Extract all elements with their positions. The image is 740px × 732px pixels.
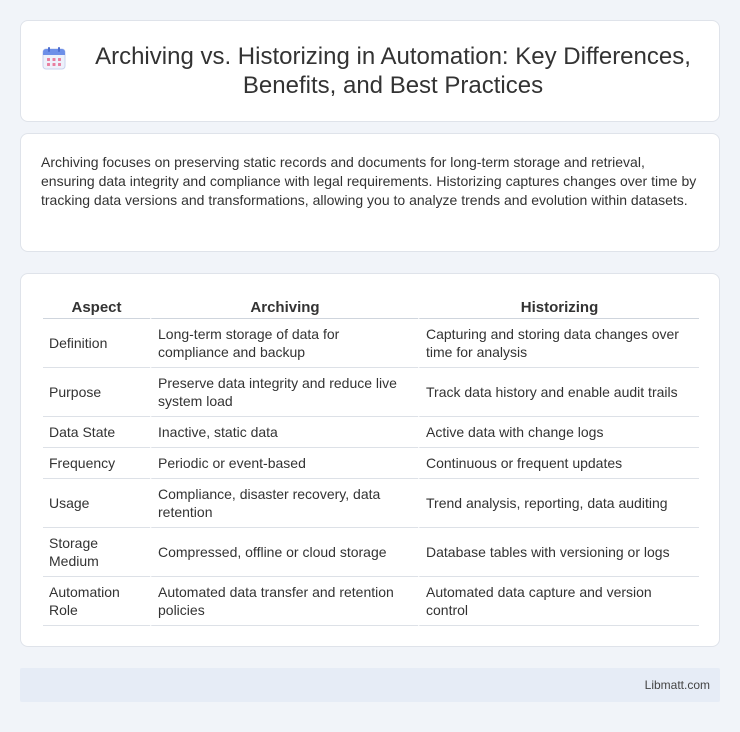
page-title: Archiving vs. Historizing in Automation: Key Differences, Benefits, and Best Practices bbox=[95, 43, 691, 99]
row-archiving: Long-term storage of data for compliance and backup bbox=[150, 319, 418, 368]
table-row bbox=[43, 479, 699, 528]
row-aspect: Purpose bbox=[43, 368, 150, 417]
row-historizing: Continuous or frequent updates bbox=[418, 448, 699, 479]
comparison-card bbox=[20, 273, 720, 647]
row-historizing: Automated data capture and version control bbox=[418, 577, 699, 626]
column-header-aspect: Aspect bbox=[43, 294, 150, 319]
table-row bbox=[43, 319, 699, 368]
row-aspect: Definition bbox=[43, 319, 150, 368]
column-header-archiving: Archiving bbox=[150, 294, 418, 319]
row-historizing: Active data with change logs bbox=[418, 417, 699, 448]
calendar-icon bbox=[41, 45, 67, 71]
header-card bbox=[20, 20, 720, 122]
row-aspect: Usage bbox=[43, 479, 150, 528]
column-header-historizing: Historizing bbox=[418, 294, 699, 319]
intro-card bbox=[20, 133, 720, 252]
footer-bar bbox=[20, 668, 720, 702]
row-aspect: Storage Medium bbox=[43, 528, 150, 577]
comparison-table bbox=[43, 294, 699, 626]
row-archiving: Automated data transfer and retention policies bbox=[150, 577, 418, 626]
row-aspect: Frequency bbox=[43, 448, 150, 479]
table-row bbox=[43, 528, 699, 577]
row-historizing: Database tables with versioning or logs bbox=[418, 528, 699, 577]
footer-site-link[interactable]: Libmatt.com bbox=[644, 678, 710, 692]
intro-paragraph: Archiving focuses on preserving static records and documents for long-term storage and retrieval, ensuring data integrity and compliance with legal requirements. Historizing captures changes over time by tracking data versions and transformations, allowing you to analyze trends and evolution within datasets. bbox=[41, 154, 697, 208]
table-row bbox=[43, 368, 699, 417]
row-archiving: Compressed, offline or cloud storage bbox=[150, 528, 418, 577]
row-archiving: Preserve data integrity and reduce live system load bbox=[150, 368, 418, 417]
row-archiving: Compliance, disaster recovery, data retention bbox=[150, 479, 418, 528]
row-historizing: Track data history and enable audit trails bbox=[418, 368, 699, 417]
row-archiving: Periodic or event-based bbox=[150, 448, 418, 479]
table-row bbox=[43, 577, 699, 626]
row-aspect: Automation Role bbox=[43, 577, 150, 626]
row-aspect: Data State bbox=[43, 417, 150, 448]
table-row bbox=[43, 417, 699, 448]
table-header-row bbox=[43, 294, 699, 319]
table-row bbox=[43, 448, 699, 479]
row-historizing: Capturing and storing data changes over time for analysis bbox=[418, 319, 699, 368]
row-historizing: Trend analysis, reporting, data auditing bbox=[418, 479, 699, 528]
row-archiving: Inactive, static data bbox=[150, 417, 418, 448]
